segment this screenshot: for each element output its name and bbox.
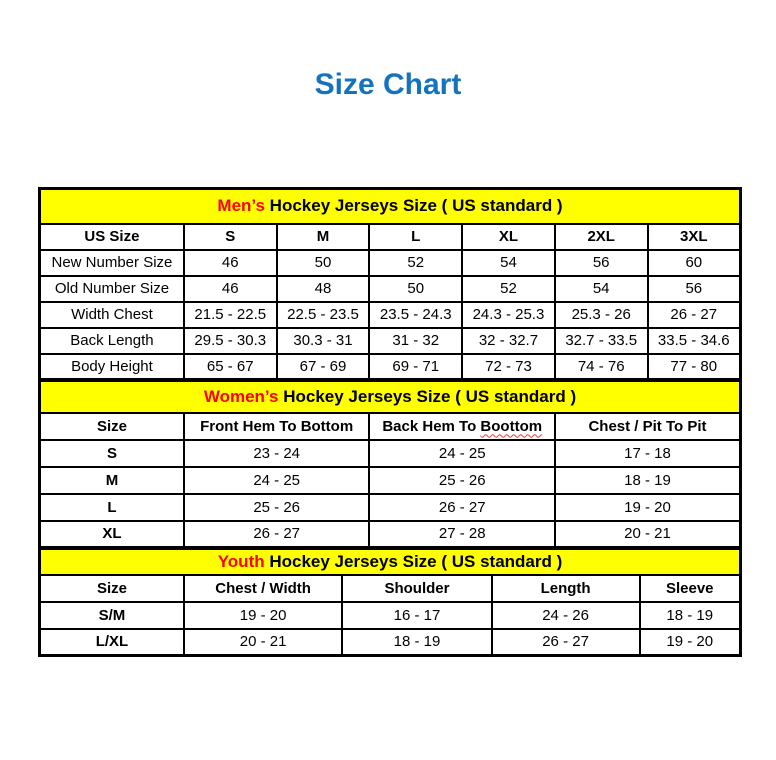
size-cell: 50 bbox=[277, 250, 370, 276]
size-cell: 25 - 26 bbox=[184, 494, 370, 521]
size-cell: 77 - 80 bbox=[648, 354, 741, 380]
size-cell: 19 - 20 bbox=[184, 602, 342, 629]
size-cell: 18 - 19 bbox=[640, 602, 741, 629]
size-cell: 74 - 76 bbox=[555, 354, 648, 380]
row-label: Back Length bbox=[40, 328, 184, 354]
misspelled-word: Boottom bbox=[480, 417, 543, 435]
size-cell: 20 - 21 bbox=[184, 629, 342, 656]
youth-banner-text: Hockey Jerseys Size ( US standard ) bbox=[264, 551, 563, 571]
row-label: Old Number Size bbox=[40, 276, 184, 302]
column-header: Chest / Pit To Pit bbox=[555, 413, 741, 440]
column-header: US Size bbox=[40, 224, 184, 250]
size-cell: 32 - 32.7 bbox=[462, 328, 555, 354]
table-row bbox=[40, 440, 741, 467]
size-cell: 22.5 - 23.5 bbox=[277, 302, 370, 328]
size-cell: 56 bbox=[648, 276, 741, 302]
youth-banner-row bbox=[40, 549, 741, 575]
size-cell: 52 bbox=[462, 276, 555, 302]
size-label: S bbox=[40, 440, 184, 467]
youth-section-banner bbox=[40, 549, 741, 575]
womens-banner-text: Hockey Jerseys Size ( US standard ) bbox=[278, 386, 577, 406]
column-header: 2XL bbox=[555, 224, 648, 250]
column-header: XL bbox=[462, 224, 555, 250]
mens-banner-highlight: Men’s bbox=[217, 196, 265, 216]
womens-banner-highlight: Women’s bbox=[203, 386, 279, 406]
size-cell: 54 bbox=[555, 276, 648, 302]
size-cell: 27 - 28 bbox=[369, 521, 555, 548]
size-cell: 21.5 - 22.5 bbox=[184, 302, 277, 328]
size-label: L bbox=[40, 494, 184, 521]
size-cell: 60 bbox=[648, 250, 741, 276]
womens-header-row bbox=[40, 413, 741, 440]
size-chart-tables bbox=[38, 187, 742, 657]
size-cell: 25.3 - 26 bbox=[555, 302, 648, 328]
column-header: Size bbox=[40, 575, 184, 602]
column-header: Sleeve bbox=[640, 575, 741, 602]
mens-banner-text: Hockey Jerseys Size ( US standard ) bbox=[264, 196, 563, 216]
size-cell: 72 - 73 bbox=[462, 354, 555, 380]
size-cell: 50 bbox=[369, 276, 462, 302]
size-cell: 26 - 27 bbox=[492, 629, 640, 656]
size-cell: 24 - 25 bbox=[184, 467, 370, 494]
table-row bbox=[40, 521, 741, 548]
size-cell: 26 - 27 bbox=[648, 302, 741, 328]
size-cell: 20 - 21 bbox=[555, 521, 741, 548]
header-text: Back Hem To bbox=[382, 417, 481, 435]
size-cell: 46 bbox=[184, 276, 277, 302]
youth-size-table bbox=[38, 547, 742, 657]
table-row bbox=[40, 467, 741, 494]
size-cell: 19 - 20 bbox=[555, 494, 741, 521]
size-cell: 31 - 32 bbox=[369, 328, 462, 354]
size-cell: 16 - 17 bbox=[342, 602, 491, 629]
size-cell: 17 - 18 bbox=[555, 440, 741, 467]
row-label: Width Chest bbox=[40, 302, 184, 328]
size-cell: 67 - 69 bbox=[277, 354, 370, 380]
size-label: L/XL bbox=[40, 629, 184, 656]
size-cell: 54 bbox=[462, 250, 555, 276]
size-cell: 26 - 27 bbox=[369, 494, 555, 521]
table-row bbox=[40, 354, 741, 380]
size-cell: 29.5 - 30.3 bbox=[184, 328, 277, 354]
column-header: Shoulder bbox=[342, 575, 491, 602]
table-row bbox=[40, 629, 741, 656]
table-row bbox=[40, 302, 741, 328]
size-cell: 25 - 26 bbox=[369, 467, 555, 494]
table-row bbox=[40, 276, 741, 302]
mens-size-table bbox=[38, 187, 742, 381]
mens-section-banner bbox=[40, 189, 741, 224]
size-cell: 56 bbox=[555, 250, 648, 276]
column-header: Front Hem To Bottom bbox=[184, 413, 370, 440]
size-cell: 24.3 - 25.3 bbox=[462, 302, 555, 328]
column-header: S bbox=[184, 224, 277, 250]
table-row bbox=[40, 494, 741, 521]
size-label: M bbox=[40, 467, 184, 494]
womens-section-banner bbox=[40, 381, 741, 413]
table-row bbox=[40, 602, 741, 629]
youth-header-row bbox=[40, 575, 741, 602]
size-cell: 69 - 71 bbox=[369, 354, 462, 380]
column-header: Size bbox=[40, 413, 184, 440]
row-label: New Number Size bbox=[40, 250, 184, 276]
size-cell: 23.5 - 24.3 bbox=[369, 302, 462, 328]
size-label: S/M bbox=[40, 602, 184, 629]
column-header: 3XL bbox=[648, 224, 741, 250]
size-cell: 30.3 - 31 bbox=[277, 328, 370, 354]
column-header: M bbox=[277, 224, 370, 250]
size-cell: 26 - 27 bbox=[184, 521, 370, 548]
size-cell: 19 - 20 bbox=[640, 629, 741, 656]
column-header: L bbox=[369, 224, 462, 250]
column-header: Chest / Width bbox=[184, 575, 342, 602]
size-cell: 32.7 - 33.5 bbox=[555, 328, 648, 354]
size-cell: 24 - 26 bbox=[492, 602, 640, 629]
size-cell: 24 - 25 bbox=[369, 440, 555, 467]
size-cell: 48 bbox=[277, 276, 370, 302]
size-cell: 18 - 19 bbox=[555, 467, 741, 494]
size-cell: 52 bbox=[369, 250, 462, 276]
table-row bbox=[40, 250, 741, 276]
size-cell: 33.5 - 34.6 bbox=[648, 328, 741, 354]
column-header: Length bbox=[492, 575, 640, 602]
size-cell: 46 bbox=[184, 250, 277, 276]
size-cell: 23 - 24 bbox=[184, 440, 370, 467]
size-cell: 65 - 67 bbox=[184, 354, 277, 380]
column-header bbox=[369, 413, 555, 440]
size-cell: 18 - 19 bbox=[342, 629, 491, 656]
mens-header-row bbox=[40, 224, 741, 250]
mens-banner-row bbox=[40, 189, 741, 224]
womens-size-table bbox=[38, 379, 742, 549]
page-title: Size Chart bbox=[314, 68, 462, 101]
youth-banner-highlight: Youth bbox=[217, 551, 265, 571]
womens-banner-row bbox=[40, 381, 741, 413]
row-label: Body Height bbox=[40, 354, 184, 380]
table-row bbox=[40, 328, 741, 354]
size-label: XL bbox=[40, 521, 184, 548]
